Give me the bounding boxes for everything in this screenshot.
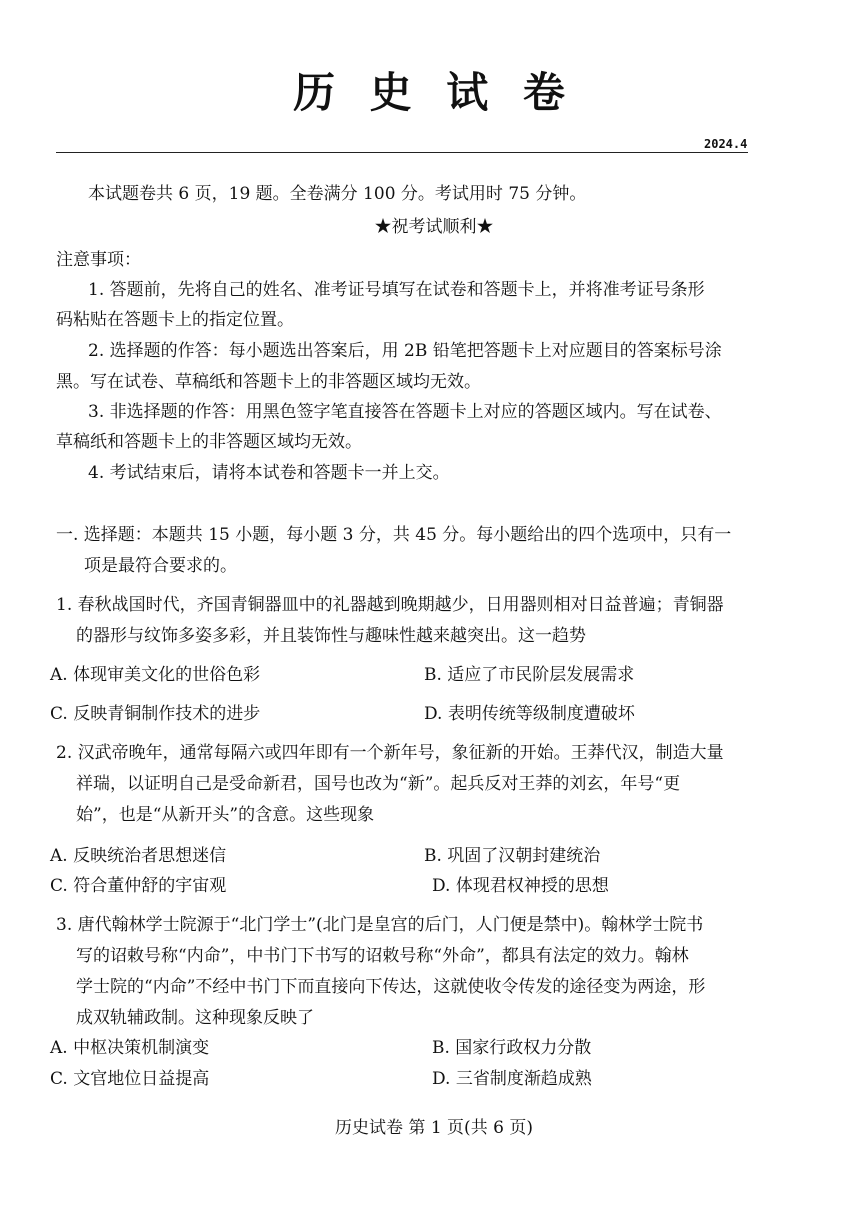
- option-d: D. 三省制度渐趋成熟: [432, 1069, 592, 1089]
- exam-date: 2024.4: [704, 137, 748, 151]
- option-d: D. 表明传统等级制度遭破坏: [424, 704, 635, 724]
- option-c: C. 符合董仲舒的宇宙观: [50, 876, 227, 896]
- option-a: A. 反映统治者思想迷信: [50, 846, 227, 866]
- header-rule: [56, 152, 748, 153]
- blessing-text: ★祝考试顺利★: [374, 217, 494, 237]
- notice-line: 草稿纸和答题卡上的非答题区域均无效。: [56, 432, 362, 452]
- section-heading: 一. 选择题：本题共 15 小题，每小题 3 分，共 45 分。每小题给出的四个选项中，只有一: [56, 525, 732, 545]
- question-stem-line: 3. 唐代翰林学士院源于“北门学士”(北门是皇宫的后门，人门便是禁中)。翰林学士院书: [56, 915, 704, 935]
- option-d: D. 体现君权神授的思想: [432, 876, 609, 896]
- notice-line: 1. 答题前，先将自己的姓名、准考证号填写在试卷和答题卡上，并将准考证号条形: [88, 280, 705, 300]
- section-heading: 项是最符合要求的。: [84, 556, 237, 576]
- question-stem-line: 的器形与纹饰多姿多彩，并且装饰性与趣味性越来越突出。这一趋势: [76, 626, 586, 646]
- notice-line: 码粘贴在答题卡上的指定位置。: [56, 310, 294, 330]
- question-stem-line: 学士院的“内命”不经中书门下而直接向下传达，这就使收令传发的途径变为两途，形: [76, 977, 706, 997]
- exam-title: 历 史 试 卷: [293, 68, 575, 117]
- question-stem-line: 2. 汉武帝晚年，通常每隔六或四年即有一个新年号，象征新的开始。王莽代汉，制造大量: [56, 743, 724, 763]
- option-c: C. 反映青铜制作技术的进步: [50, 704, 261, 724]
- question-stem-line: 祥瑞，以证明自己是受命新君，国号也改为“新”。起兵反对王莽的刘玄，年号“更: [76, 774, 681, 794]
- notice-line: 4. 考试结束后，请将本试卷和答题卡一并上交。: [88, 463, 450, 483]
- question-stem-line: 始”，也是“从新开头”的含意。这些现象: [76, 805, 375, 825]
- option-a: A. 中枢决策机制演变: [50, 1038, 210, 1058]
- option-b: B. 适应了市民阶层发展需求: [424, 665, 635, 685]
- question-stem-line: 成双轨辅政制。这种现象反映了: [76, 1008, 314, 1028]
- option-c: C. 文官地位日益提高: [50, 1069, 210, 1089]
- notice-line: 黑。写在试卷、草稿纸和答题卡上的非答题区域均无效。: [56, 372, 481, 392]
- question-stem-line: 1. 春秋战国时代，齐国青铜器皿中的礼器越到晚期越少，日用器则相对日益普遍；青铜器: [56, 595, 724, 615]
- page-footer: 历史试卷 第 1 页(共 6 页): [335, 1118, 533, 1138]
- option-b: B. 巩固了汉朝封建统治: [424, 846, 601, 866]
- option-b: B. 国家行政权力分散: [432, 1038, 592, 1058]
- notice-line: 2. 选择题的作答：每小题选出答案后，用 2B 铅笔把答题卡上对应题目的答案标号涂: [88, 341, 722, 361]
- notice-line: 3. 非选择题的作答：用黑色签字笔直接答在答题卡上对应的答题区域内。写在试卷、: [88, 402, 722, 422]
- question-stem-line: 写的诏敕号称“内命”，中书门下书写的诏敕号称“外命”，都具有法定的效力。翰林: [76, 946, 689, 966]
- exam-summary: 本试题卷共 6 页，19 题。全卷满分 100 分。考试用时 75 分钟。: [88, 184, 587, 204]
- option-a: A. 体现审美文化的世俗色彩: [50, 665, 261, 685]
- notice-heading: 注意事项：: [56, 250, 141, 270]
